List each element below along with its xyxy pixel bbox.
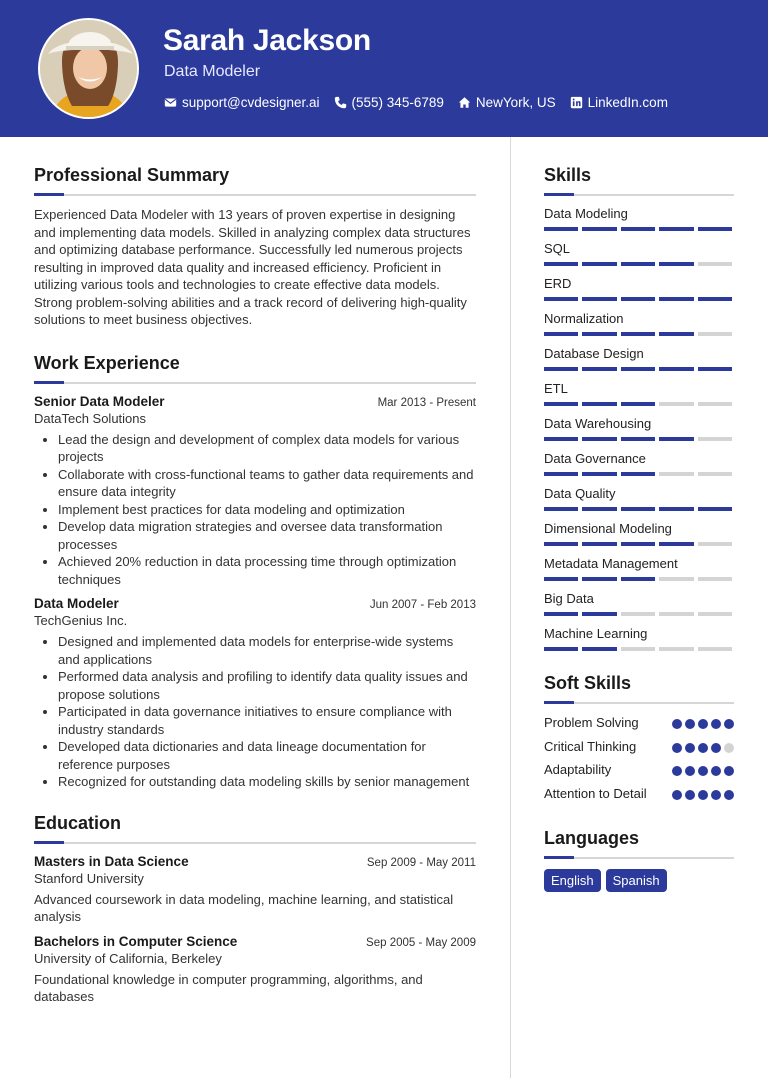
soft-skill-item xyxy=(544,738,734,756)
skill-level-segment xyxy=(659,612,693,616)
summary-section xyxy=(34,165,476,329)
skill-level-segment xyxy=(544,542,578,546)
skill-level-segment xyxy=(659,262,693,266)
summary-heading: Professional Summary xyxy=(34,165,230,185)
skill-level-segment xyxy=(698,472,732,476)
skill-level-segment xyxy=(698,367,732,371)
skill-item xyxy=(544,206,734,231)
rating-dot xyxy=(698,766,708,776)
skill-level-segment xyxy=(544,612,578,616)
education-date: Sep 2005 - May 2009 xyxy=(366,936,476,949)
languages-heading: Languages xyxy=(544,828,640,848)
rating-dot xyxy=(685,790,695,800)
skill-level-segment xyxy=(659,367,693,371)
skill-level-segment xyxy=(621,367,655,371)
skill-item xyxy=(544,416,734,441)
skill-level-segment xyxy=(544,262,578,266)
rating-dot xyxy=(698,790,708,800)
job-bullet: • Achieved 20% reduction in data processing time through optimization techniques xyxy=(58,553,476,588)
skill-item xyxy=(544,626,734,651)
job-bullet: • Performed data analysis and profiling to identify data quality issues and propose solutions xyxy=(58,668,476,703)
skill-level-bar xyxy=(544,507,734,511)
contact-email[interactable] xyxy=(164,95,320,110)
skill-level-bar xyxy=(544,577,734,581)
skill-level-segment xyxy=(698,402,732,406)
skill-name: Machine Learning xyxy=(544,626,648,641)
degree-title: Bachelors in Computer Science xyxy=(34,933,238,949)
job-date: Jun 2007 - Feb 2013 xyxy=(369,599,476,611)
job-bullets xyxy=(34,633,476,791)
skill-name: Dimensional Modeling xyxy=(544,521,672,536)
skill-level-segment xyxy=(582,402,616,406)
skill-item xyxy=(544,556,734,581)
rating-dot xyxy=(685,743,695,753)
skill-level-segment xyxy=(698,437,732,441)
phone-icon xyxy=(334,96,347,109)
soft-skill-name: Attention to Detail xyxy=(544,785,647,801)
job-company: DataTech Solutions xyxy=(34,410,147,426)
skill-level-bar xyxy=(544,227,734,231)
skill-level-segment xyxy=(698,542,732,546)
skill-name: Data Modeling xyxy=(544,206,628,221)
skill-item xyxy=(544,521,734,546)
job-title: Senior Data Modeler xyxy=(34,393,165,409)
skill-name: ERD xyxy=(544,276,572,291)
contact-location xyxy=(458,95,556,110)
job-bullet: • Developed data dictionaries and data lineage documentation for reference purposes xyxy=(58,738,476,773)
rating-dot xyxy=(672,743,682,753)
job-bullet: • Lead the design and development of complex data models for various projects xyxy=(58,431,476,466)
skill-level-bar xyxy=(544,542,734,546)
skill-level-segment xyxy=(582,367,616,371)
rating-dot xyxy=(711,743,721,753)
section-rule xyxy=(544,702,734,704)
skill-level-segment xyxy=(698,577,732,581)
skill-level-bar xyxy=(544,262,734,266)
skill-level-bar xyxy=(544,297,734,301)
candidate-name: Sarah Jackson xyxy=(163,24,371,57)
linkedin-text: LinkedIn.com xyxy=(587,95,668,110)
skill-level-segment xyxy=(621,227,655,231)
home-icon xyxy=(458,96,471,109)
sidebar-column xyxy=(544,165,734,892)
rating-dot xyxy=(724,719,734,729)
skill-level-segment xyxy=(621,297,655,301)
skill-item xyxy=(544,346,734,371)
main-column xyxy=(34,165,476,1006)
education-entry xyxy=(34,934,476,1006)
education-description: Advanced coursework in data modeling, machine learning, and statistical analysis xyxy=(34,891,454,924)
skill-level-segment xyxy=(621,647,655,651)
skill-item xyxy=(544,591,734,616)
soft-skill-rating xyxy=(672,761,734,779)
skill-level-segment xyxy=(582,332,616,336)
soft-skill-item xyxy=(544,714,734,732)
skill-level-segment xyxy=(698,332,732,336)
skill-level-segment xyxy=(621,542,655,546)
skill-level-segment xyxy=(544,332,578,336)
skill-level-segment xyxy=(698,227,732,231)
skill-name: SQL xyxy=(544,241,571,256)
skill-level-segment xyxy=(582,472,616,476)
rating-dot xyxy=(672,790,682,800)
language-badge: Spanish xyxy=(606,869,667,892)
rating-dot xyxy=(672,766,682,776)
rating-dot xyxy=(698,719,708,729)
section-rule xyxy=(34,842,476,844)
skill-level-segment xyxy=(659,332,693,336)
job-bullet: • Implement best practices for data modeling and optimization xyxy=(58,501,476,519)
contact-phone[interactable] xyxy=(334,95,444,110)
skill-level-segment xyxy=(544,227,578,231)
skill-level-segment xyxy=(544,297,578,301)
soft-skill-name: Critical Thinking xyxy=(544,738,637,754)
job-entry xyxy=(34,394,476,589)
profile-photo xyxy=(38,18,139,119)
skill-level-segment xyxy=(698,647,732,651)
skill-level-segment xyxy=(621,577,655,581)
job-bullet: • Designed and implemented data models for enterprise-wide systems and applications xyxy=(58,633,476,668)
education-section xyxy=(34,813,476,1006)
skill-level-segment xyxy=(698,262,732,266)
skill-level-segment xyxy=(621,402,655,406)
skill-name: Database Design xyxy=(544,346,644,361)
skill-level-bar xyxy=(544,332,734,336)
skill-name: Normalization xyxy=(544,311,624,326)
skill-level-segment xyxy=(582,227,616,231)
skills-section xyxy=(544,165,734,651)
skill-level-bar xyxy=(544,437,734,441)
skill-level-segment xyxy=(659,647,693,651)
skill-level-segment xyxy=(659,577,693,581)
skill-level-bar xyxy=(544,367,734,371)
skill-level-segment xyxy=(544,577,578,581)
languages-section xyxy=(544,828,734,892)
rating-dot xyxy=(685,719,695,729)
linkedin-icon xyxy=(570,96,583,109)
skill-name: Metadata Management xyxy=(544,556,678,571)
resume-header xyxy=(0,0,768,137)
section-rule xyxy=(34,382,476,384)
skill-level-bar xyxy=(544,647,734,651)
rating-dot xyxy=(711,719,721,729)
skill-level-segment xyxy=(659,227,693,231)
rating-dot xyxy=(698,743,708,753)
education-heading: Education xyxy=(34,812,122,833)
skill-level-segment xyxy=(544,507,578,511)
skill-level-segment xyxy=(698,612,732,616)
envelope-icon xyxy=(164,96,177,109)
skill-level-segment xyxy=(621,437,655,441)
rating-dot xyxy=(672,719,682,729)
skill-level-segment xyxy=(544,402,578,406)
skill-level-segment xyxy=(582,612,616,616)
skill-name: Data Quality xyxy=(544,486,616,501)
rating-dot xyxy=(724,743,734,753)
skill-level-segment xyxy=(582,507,616,511)
skill-level-segment xyxy=(544,647,578,651)
skill-level-segment xyxy=(544,472,578,476)
section-rule xyxy=(544,194,734,196)
skill-name: ETL xyxy=(544,381,568,396)
column-divider xyxy=(510,137,511,1078)
soft-skill-name: Adaptability xyxy=(544,762,612,777)
rating-dot xyxy=(711,790,721,800)
languages-list xyxy=(544,869,734,892)
contact-bar xyxy=(164,95,682,110)
job-company: TechGenius Inc. xyxy=(34,613,128,628)
job-bullets xyxy=(34,431,476,589)
skill-name: Big Data xyxy=(544,591,594,606)
skill-level-segment xyxy=(582,542,616,546)
skill-item xyxy=(544,276,734,301)
section-rule xyxy=(34,194,476,196)
skill-level-segment xyxy=(582,647,616,651)
summary-text: Experienced Data Modeler with 13 years of proven expertise in designing and implementing data models. Skilled in analyzing complex data structures and optimizing database performance. Successfully led numerous projects resulting in improved data quality and increased efficiency. Proficient in utilizing various tools and technologies to create effective data models. Strong problem-solving abilities and a track record of delivering high-quality solutions to meet business objectives. xyxy=(34,207,471,327)
job-title: Data Modeler xyxy=(34,596,119,611)
section-rule xyxy=(544,857,734,859)
phone-text: (555) 345-6789 xyxy=(351,95,444,110)
soft-skill-name: Problem Solving xyxy=(544,715,639,730)
skill-level-segment xyxy=(621,332,655,336)
skill-level-segment xyxy=(582,437,616,441)
soft-skill-rating xyxy=(672,714,734,732)
candidate-title: Data Modeler xyxy=(164,63,261,80)
job-bullet: • Collaborate with cross-functional teams to gather data requirements and ensure data integrity xyxy=(58,466,476,501)
skill-item xyxy=(544,241,734,266)
soft-skills-heading: Soft Skills xyxy=(544,673,632,693)
skill-level-segment xyxy=(659,507,693,511)
skill-level-segment xyxy=(544,437,578,441)
education-description: Foundational knowledge in computer programming, algorithms, and databases xyxy=(34,971,423,1004)
skill-level-segment xyxy=(621,472,655,476)
rating-dot xyxy=(685,766,695,776)
job-date: Mar 2013 - Present xyxy=(377,396,476,409)
soft-skill-rating xyxy=(672,738,734,756)
skill-item xyxy=(544,381,734,406)
school-name: University of California, Berkeley xyxy=(34,950,222,966)
degree-title: Masters in Data Science xyxy=(34,853,189,869)
language-badge: English xyxy=(544,869,601,892)
skill-level-segment xyxy=(659,297,693,301)
skill-level-segment xyxy=(621,262,655,266)
skill-level-segment xyxy=(582,297,616,301)
soft-skills-section xyxy=(544,673,734,802)
work-heading: Work Experience xyxy=(34,352,180,373)
skill-level-segment xyxy=(698,507,732,511)
skill-name: Data Governance xyxy=(544,451,646,466)
skill-level-bar xyxy=(544,612,734,616)
skill-level-segment xyxy=(659,402,693,406)
skill-level-segment xyxy=(544,367,578,371)
rating-dot xyxy=(724,766,734,776)
skill-item xyxy=(544,486,734,511)
skill-level-bar xyxy=(544,472,734,476)
skill-level-bar xyxy=(544,402,734,406)
skill-level-segment xyxy=(582,262,616,266)
skills-heading: Skills xyxy=(544,165,592,185)
soft-skills-list xyxy=(544,714,734,802)
education-entry xyxy=(34,854,476,926)
soft-skill-item xyxy=(544,785,734,803)
job-bullet: • Develop data migration strategies and oversee data transformation processes xyxy=(58,518,476,553)
job-entry xyxy=(34,596,476,791)
skill-level-segment xyxy=(659,437,693,441)
soft-skill-item xyxy=(544,761,734,779)
contact-linkedin[interactable] xyxy=(570,95,668,110)
skill-level-segment xyxy=(659,542,693,546)
skill-item xyxy=(544,451,734,476)
skill-name: Data Warehousing xyxy=(544,416,652,431)
email-text: support@cvdesigner.ai xyxy=(182,95,320,110)
rating-dot xyxy=(711,766,721,776)
location-text: NewYork, US xyxy=(475,95,556,110)
work-section xyxy=(34,353,476,791)
skill-level-segment xyxy=(621,507,655,511)
skill-item xyxy=(544,311,734,336)
school-name: Stanford University xyxy=(34,870,144,886)
job-bullet: • Participated in data governance initiatives to ensure compliance with industry standards xyxy=(58,703,476,738)
job-bullet: • Recognized for outstanding data modeling skills by senior management xyxy=(58,773,476,791)
skill-level-segment xyxy=(659,472,693,476)
skills-list xyxy=(544,206,734,651)
soft-skill-rating xyxy=(672,785,734,803)
rating-dot xyxy=(724,790,734,800)
skill-level-segment xyxy=(698,297,732,301)
skill-level-segment xyxy=(621,612,655,616)
skill-level-segment xyxy=(582,577,616,581)
education-date: Sep 2009 - May 2011 xyxy=(366,856,476,869)
